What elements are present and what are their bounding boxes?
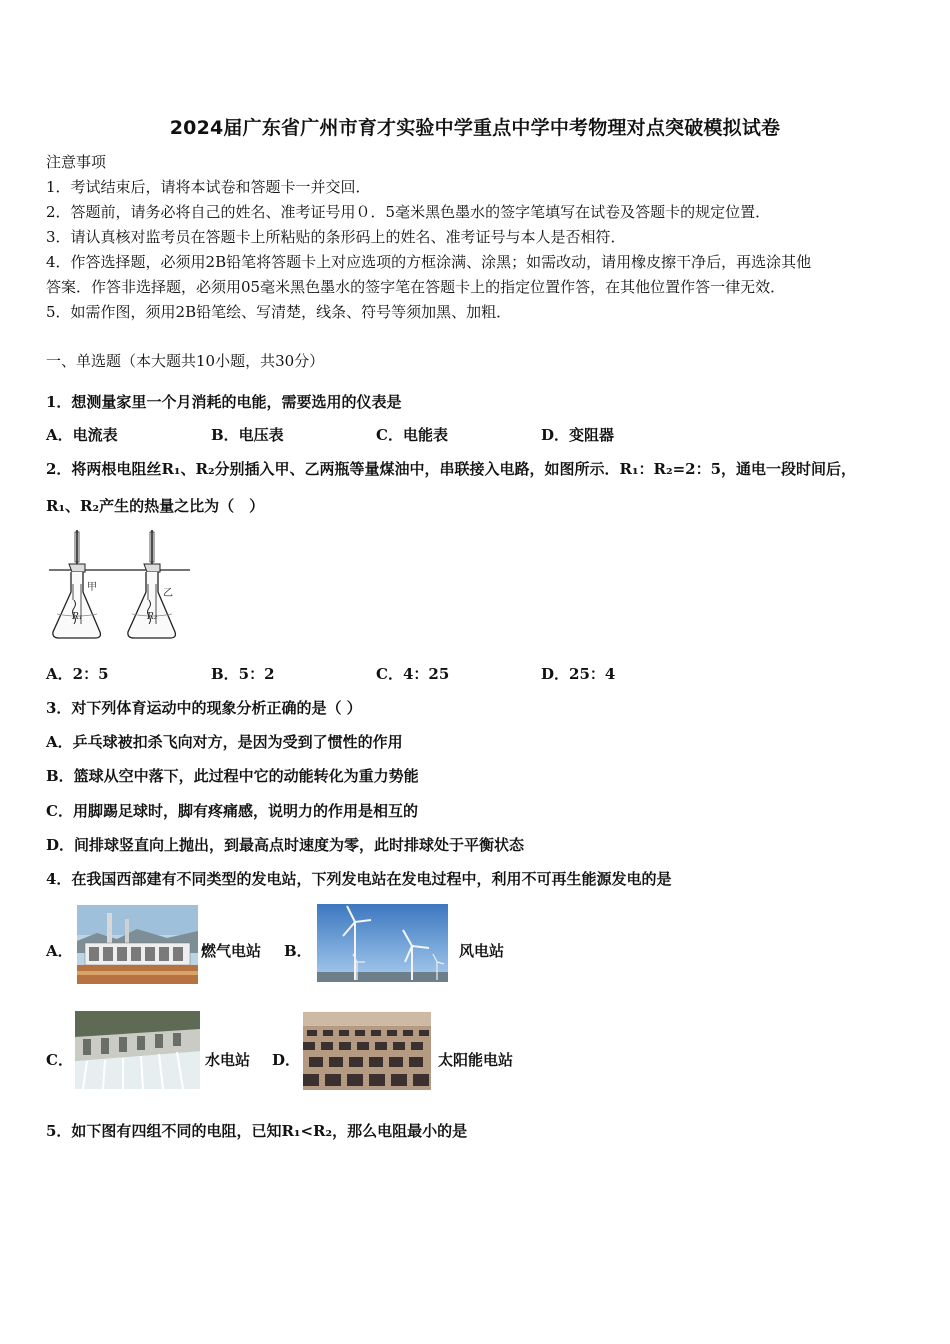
q3-option-a: A．乒乓球被扣杀飞向对方，是因为受到了惯性的作用 — [46, 733, 403, 751]
q3-option-d: D．间排球竖直向上抛出，到最高点时速度为零，此时排球处于平衡状态 — [46, 836, 525, 854]
q2-option-d: D．25：4 — [541, 665, 616, 683]
label-yi: 乙 — [163, 588, 173, 599]
q2-option-c: C．4：25 — [376, 665, 450, 683]
gas-power-station-photo-icon — [77, 905, 198, 984]
q4-option-d-caption: 太阳能电站 — [438, 1051, 514, 1069]
q5-stem: 5．如下图有四组不同的电阻，已知R₁<R₂，那么电阻最小的是 — [46, 1122, 468, 1140]
solar-field-photo-icon — [303, 1012, 431, 1090]
q4-option-b-letter: B． — [284, 942, 312, 960]
hydro-dam-photo-icon — [75, 1011, 200, 1089]
label-jia: 甲 — [87, 582, 97, 593]
wind-farm-photo-icon — [317, 904, 448, 982]
notice-item-4-cont: 答案．作答非选择题，必须用05毫米黑色墨水的签字笔在答题卡上的指定位置作答，在其他位置作答一律无效． — [46, 278, 786, 296]
q2-stem-line2: R₁、R₂产生的热量之比为（ ） — [46, 497, 265, 515]
q4-stem: 4．在我国西部建有不同类型的发电站，下列发电站在发电过程中，利用不可再生能源发电的是 — [46, 870, 672, 888]
q4-option-c-letter: C． — [46, 1051, 73, 1069]
q1-option-b: B．电压表 — [211, 426, 284, 444]
notice-item-4: 4．作答选择题，必须用2B铅笔将答题卡上对应选项的方框涂满、涂黑；如需改动，请用橡皮擦干净后，再选涂其他 — [46, 253, 812, 271]
q4-option-b-caption: 风电站 — [459, 942, 505, 960]
q1-option-a: A．电流表 — [46, 426, 118, 444]
notice-item-5: 5．如需作图，须用2B铅笔绘、写清楚，线条、符号等须加黑、加粗． — [46, 303, 512, 321]
exam-title: 2024届广东省广州市育才实验中学重点中学中考物理对点突破模拟试卷 — [169, 117, 781, 139]
q1-stem: 1．想测量家里一个月消耗的电能，需要选用的仪表是 — [46, 393, 402, 411]
section-heading: 一、单选题（本大题共10小题，共30分） — [46, 352, 325, 370]
q3-stem: 3．对下列体育运动中的现象分析正确的是（ ） — [46, 699, 362, 717]
notice-item-3: 3．请认真核对监考员在答题卡上所粘贴的条形码上的姓名、准考证号与本人是否相符． — [46, 228, 626, 246]
q3-option-b: B．篮球从空中落下，此过程中它的动能转化为重力势能 — [46, 767, 419, 785]
q4-option-c-caption: 水电站 — [205, 1051, 251, 1069]
q2-stem-line1: 2．将两根电阻丝R₁、R₂分别插入甲、乙两瓶等量煤油中，串联接入电路，如图所示．R₁：R₂=2：5，通电一段时间后， — [46, 460, 857, 478]
q1-option-c: C．电能表 — [376, 426, 448, 444]
label-r1: R₁ — [72, 612, 83, 622]
q2-option-b: B．5：2 — [211, 665, 275, 683]
q4-option-a-caption: 燃气电站 — [201, 942, 262, 960]
q4-option-d-letter: D． — [272, 1051, 301, 1069]
notice-item-2: 2．答题前，请务必将自己的姓名、准考证号用０．5毫米黑色墨水的签字笔填写在试卷及答题卡的规定位置． — [46, 203, 771, 221]
q4-option-a-letter: A． — [46, 942, 73, 960]
q1-option-d: D．变阻器 — [541, 426, 615, 444]
q3-option-c: C．用脚踢足球时，脚有疼痛感，说明力的作用是相互的 — [46, 802, 418, 820]
label-r2: R₂ — [147, 612, 158, 622]
q2-flask-figure — [47, 528, 192, 643]
notice-heading: 注意事项 — [46, 153, 107, 171]
notice-item-1: 1．考试结束后，请将本试卷和答题卡一并交回． — [46, 178, 371, 196]
q2-option-a: A．2：5 — [46, 665, 109, 683]
